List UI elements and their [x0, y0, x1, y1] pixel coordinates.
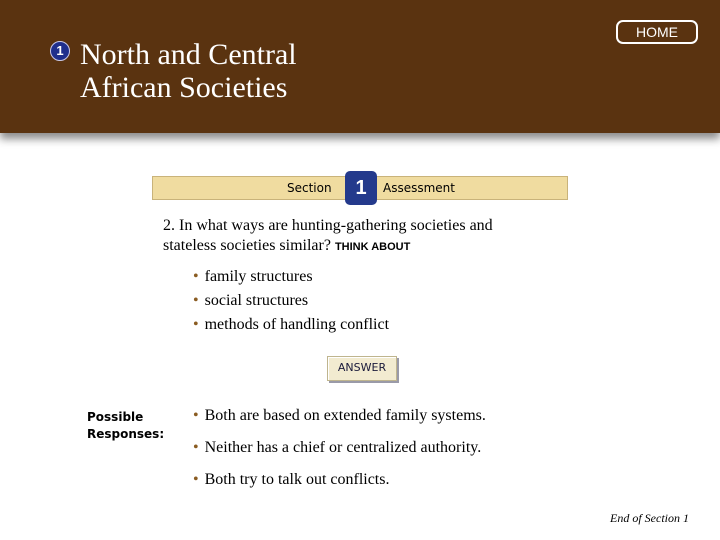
list-item: • Both try to talk out conflicts.: [193, 471, 390, 488]
bullet-icon: •: [193, 407, 199, 424]
list-item: • family structures: [193, 268, 313, 285]
page-title-line1: North and Central: [80, 38, 297, 71]
bullet-icon: •: [193, 439, 199, 456]
list-item: • methods of handling conflict: [193, 316, 390, 333]
list-item: • social structures: [193, 292, 309, 309]
list-item: • Neither has a chief or centralized authority.: [193, 439, 482, 456]
think-about-list: [193, 265, 389, 337]
assessment-section-number: 1: [345, 171, 377, 205]
assessment-section-label: Section: [287, 181, 332, 195]
bullet-icon: •: [193, 268, 199, 285]
question-line1: 2. In what ways are hunting-gathering societies and: [163, 217, 493, 234]
possible-responses-label: Possible Responses:: [87, 410, 165, 441]
list-item: • Both are based on extended family systems.: [193, 407, 486, 424]
page-title: [80, 38, 297, 104]
bullet-icon: •: [193, 471, 199, 488]
question-text: [163, 216, 563, 257]
think-about-label: THINK ABOUT: [334, 241, 411, 253]
bullet-icon: •: [193, 292, 199, 309]
home-button[interactable]: HOME: [616, 20, 698, 44]
assessment-label: Assessment: [383, 181, 455, 195]
responses-list: [193, 404, 486, 500]
section-number-badge: 1: [50, 41, 70, 61]
question-line2: stateless societies similar?: [163, 237, 331, 254]
end-of-section-note: End of Section 1: [610, 511, 689, 525]
page-title-line2: African Societies: [80, 71, 288, 104]
answer-button[interactable]: ANSWER: [327, 356, 397, 381]
bullet-icon: •: [193, 316, 199, 333]
